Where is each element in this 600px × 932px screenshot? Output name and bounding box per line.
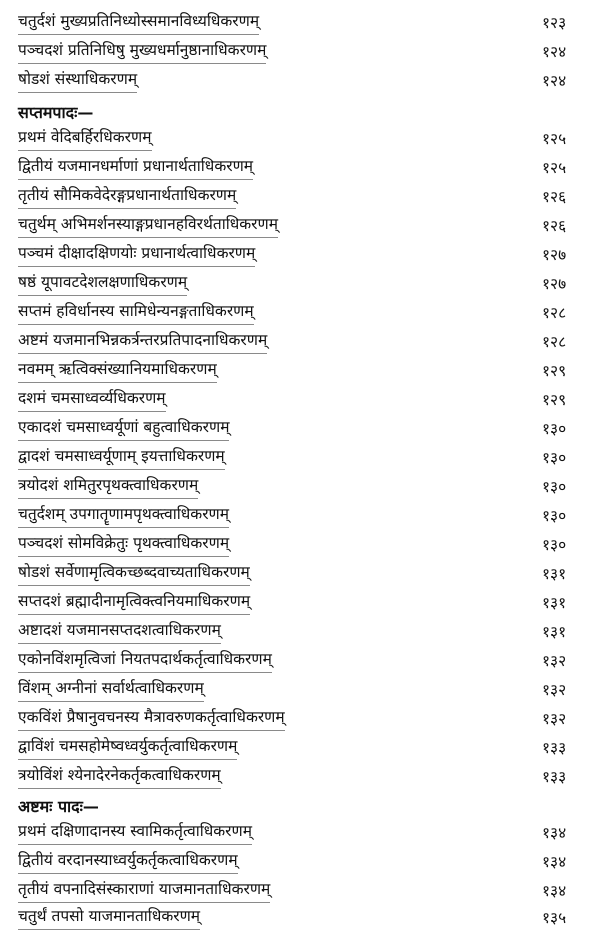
section-heading: अष्टमः पादः—: [18, 797, 99, 816]
toc-page-number: १३०: [542, 477, 567, 496]
toc-row: [18, 269, 600, 298]
toc-row: [18, 327, 600, 356]
toc-page-number: १३२: [542, 651, 567, 670]
toc-entry-title: तृतीयं वपनादिसंस्काराणां याजमानताधिकरणम्: [18, 879, 270, 903]
toc-entry-title: पञ्चमं दीक्षादक्षिणयोः प्रधानार्थत्वाधिकरणम्: [18, 243, 255, 267]
toc-page-number: १२४: [542, 71, 567, 90]
toc-entry-title: त्रयोविंशं श्येनादेरनेकर्तृकत्वाधिकरणम्: [18, 765, 221, 789]
toc-entry-title: अष्टादशं यजमानसप्तदशत्वाधिकरणम्: [18, 620, 221, 644]
toc-entry-title: दशमं चमसाध्वर्व्यधिकरणम्: [18, 388, 166, 412]
toc-row: [18, 240, 600, 269]
toc-page-number: १३०: [542, 419, 567, 438]
toc-entry-title: अष्टमं यजमानभिन्नकर्त्रन्तरप्रतिपादनाधिकरणम्: [18, 330, 267, 354]
toc-entry-title: पञ्चदशं सोमविक्रेतुः पृथक्त्वाधिकरणम्: [18, 533, 229, 557]
toc-row: [18, 153, 600, 182]
toc-page-number: १३०: [542, 448, 567, 467]
toc-page-number: १३४: [542, 823, 567, 842]
toc-row: [18, 704, 600, 733]
toc-entry-title: द्वाविंशं चमसहोमेष्वध्वर्युकर्तृत्वाधिकरणम्: [18, 736, 237, 760]
toc-entry-title: चतुर्दशं मुख्यप्रतिनिध्योस्समानविध्यधिकरणम्: [18, 11, 259, 35]
toc-page-number: १२६: [542, 216, 567, 235]
toc-page-number: १२७: [542, 274, 567, 293]
toc-row: [18, 37, 600, 66]
toc-page-number: १२९: [542, 390, 567, 409]
toc-row: [18, 298, 600, 327]
toc-entry-title: द्वितीयं वरदानस्याध्वर्युकर्तृकत्वाधिकरणम्: [18, 850, 238, 874]
toc-row: [18, 588, 600, 617]
toc-page-number: १२८: [542, 303, 567, 322]
toc-row: [18, 559, 600, 588]
toc-page-number: १३५: [542, 908, 567, 927]
toc-page-number: १२७: [542, 245, 567, 264]
toc-page-number: १३०: [542, 506, 567, 525]
toc-page-number: १३४: [542, 852, 567, 871]
toc-row: [18, 617, 600, 646]
toc-page-number: १२९: [542, 361, 567, 380]
toc-page-number: १२५: [542, 129, 567, 148]
toc-entry-title: षोडशं सर्वेणामृत्विकच्छब्दवाच्यताधिकरणम्: [18, 562, 250, 586]
toc-page-number: १३३: [542, 738, 567, 757]
toc-row: [18, 66, 600, 95]
toc-row: [18, 124, 600, 153]
toc-row: [18, 847, 600, 876]
toc-entry-title: प्रथमं वेदिबर्हिरधिकरणम्: [18, 127, 152, 151]
toc-page-number: १३१: [542, 593, 567, 612]
toc-entry-title: द्वितीयं यजमानधर्माणां प्रधानार्थताधिकरणम्: [18, 156, 253, 180]
toc-page-number: १३२: [542, 709, 567, 728]
toc-entry-title: विंशम् अग्नीनां सर्वार्थत्वाधिकरणम्: [18, 678, 204, 702]
toc-row: [18, 762, 600, 791]
toc-row: [18, 182, 600, 211]
toc-row: [18, 530, 600, 559]
toc-page-number: १२४: [542, 42, 567, 61]
toc-page-number: १३१: [542, 564, 567, 583]
section-heading: सप्तमपादः—: [18, 103, 94, 122]
toc-row: [18, 414, 600, 443]
toc-entry-title: सप्तदशं ब्रह्मादीनामृत्विक्त्वनियमाधिकरणम्: [18, 591, 250, 615]
toc-entry-title: एकोनविंशमृत्विजां नियतपदार्थकर्तृत्वाधिकरणम्: [18, 649, 272, 673]
toc-page-number: १२३: [542, 13, 567, 32]
toc-row: [18, 8, 600, 37]
toc-row: [18, 472, 600, 501]
toc-row: [18, 501, 600, 530]
toc-entry-title: प्रथमं दक्षिणादानस्य स्वामिकर्तृत्वाधिकरणम्: [18, 821, 252, 845]
toc-row: [18, 733, 600, 762]
toc-page-number: १३०: [542, 535, 567, 554]
toc-entry-title: षष्ठं यूपावटदेशलक्षणाधिकरणम्: [18, 272, 187, 296]
toc-entry-title: द्वादशं चमसाध्वर्यूणाम् इयत्ताधिकरणम्: [18, 446, 225, 470]
toc-entry-title: चतुर्दशम् उपगातॄणामपृथक्त्वाधिकरणम्: [18, 504, 229, 528]
toc-row: [18, 903, 600, 932]
toc-page-number: १३२: [542, 680, 567, 699]
toc-row: [18, 443, 600, 472]
toc-page-number: १२८: [542, 332, 567, 351]
toc-entry-title: सप्तमं हविर्धानस्य सामिधेन्यनङ्गताधिकरणम्: [18, 301, 254, 325]
toc-page-number: १३४: [542, 881, 567, 900]
toc-entry-title: चतुर्थं तपसो याजमानताधिकरणम्: [18, 906, 200, 930]
toc-row: [18, 818, 600, 847]
toc-page-number: १२५: [542, 158, 567, 177]
toc-row: [18, 385, 600, 414]
toc-entry-title: पञ्चदशं प्रतिनिधिषु मुख्यधर्मानुष्ठानाधिकरणम्: [18, 40, 266, 64]
toc-row: [18, 356, 600, 385]
toc-row: [18, 876, 600, 905]
toc-page-number: १३३: [542, 767, 567, 786]
toc-page-number: १३१: [542, 622, 567, 641]
toc-row: [18, 675, 600, 704]
toc-entry-title: एकादशं चमसाध्वर्यूणां बहुत्वाधिकरणम्: [18, 417, 229, 441]
toc-entry-title: त्रयोदशं शमितुरपृथक्त्वाधिकरणम्: [18, 475, 198, 499]
toc-entry-title: चतुर्थम् अभिमर्शनस्याङ्गप्रधानहविरर्थताधिकरणम्: [18, 214, 278, 238]
toc-entry-title: षोडशं संस्थाधिकरणम्: [18, 69, 137, 93]
toc-row: [18, 646, 600, 675]
toc-row: [18, 211, 600, 240]
toc-entry-title: तृतीयं सौमिकवेदेरङ्गप्रधानार्थताधिकरणम्: [18, 185, 236, 209]
toc-entry-title: नवमम् ऋत्विक्संख्यानियमाधिकरणम्: [18, 359, 217, 383]
toc-page-number: १२६: [542, 187, 567, 206]
toc-entry-title: एकविंशं प्रैषानुवचनस्य मैत्रावरुणकर्तृत्वाधिकरणम्: [18, 707, 285, 731]
